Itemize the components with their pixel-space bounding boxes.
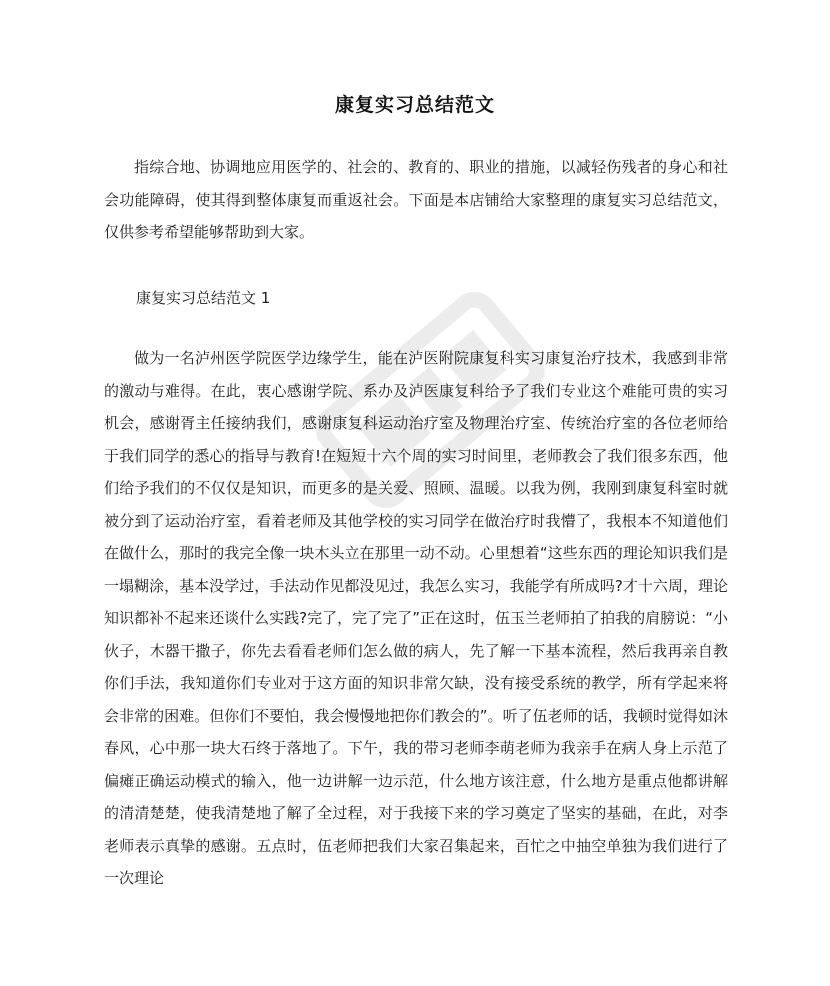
document-title: 康复实习总结范文: [334, 94, 495, 116]
section-heading: 康复实习总结范文 1: [136, 289, 271, 307]
body-paragraph: 做为一名泸州医学院医学边缘学生，能在泸医附院康复科实习康复治疗技术，我感到非常的激动与难得。在此，衷心感谢学院、系办及泸医康复科给予了我们专业这个难能可贵的实习机会，感谢胥主任接纳我们，感谢康复科运动治疗室及物理治疗室、传统治疗室的各位老师给于我们同学的悉心的指导与教育!在短短十六个周的实习时间里，老师教会了我们很多东西，他们给予我们的不仅仅是知识，而更多的是关爱、照顾、温暖。以我为例，我刚到康复科室时就被分到了运动治疗室，看着老师及其他学校的实习同学在做治疗时我懵了，我根本不知道他们在做什么，那时的我完全像一块木头立在那里一动不动。心里想着“这些东西的理论知识我们是一塌糊涂，基本没学过，手法动作见都没见过，我怎么实习，我能学有所成吗?才十六周，理论知识都补不起来还谈什么实践?完了，完了完了”正在这时，伍玉兰老师拍了拍我的肩膀说：“小伙子，木器干撒子，你先去看看老师们怎么做的病人，先了解一下基本流程，然后我再亲自教你们手法，我知道你们专业对于这方面的知识非常欠缺，没有接受系统的教学，所有学起来将会非常的困难。但你们不要怕，我会慢慢地把你们教会的”。听了伍老师的话，我顿时觉得如沐春风，心中那一块大石终于落地了。下午，我的带习老师李萌老师为我亲手在病人身上示范了偏瘫正确运动模式的输入，他一边讲解一边示范，什么地方该注意，什么地方是重点他都讲解的清清楚楚，使我清楚地了解了全过程，对于我接下来的学习奠定了坚实的基础，在此，对李老师表示真挚的感谢。五点时，伍老师把我们大家召集起来，百忙之中抽空单独为我们进行了一次理论: [104, 349, 728, 887]
intro-paragraph: 指综合地、协调地应用医学的、社会的、教育的、职业的措施，以减轻伤残者的身心和社会功能障碍，使其得到整体康复而重返社会。下面是本店铺给大家整理的康复实习总结范文，仅供参考希望能够帮助到大家。: [104, 158, 728, 241]
